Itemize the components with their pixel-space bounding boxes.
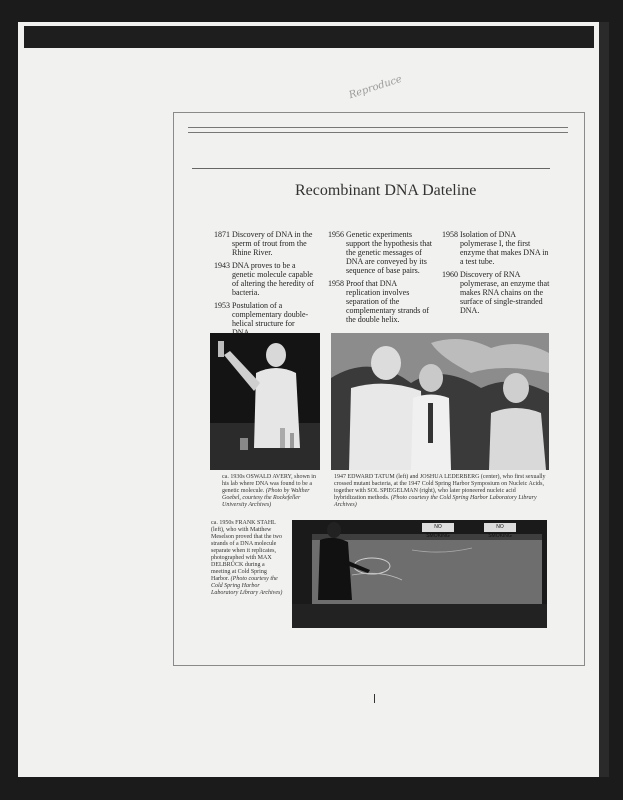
caption-text: ca. 1930s OSWALD AVERY, shown in his lab where DNA was found to be a genetic molecule. [222,474,316,494]
entry-year: 1960 [442,270,458,279]
avery-caption [222,474,320,509]
caption-credit: (Photo courtesy the Cold Spring Harbor Laboratory Library Archives) [334,495,537,508]
timeline-entry [442,270,550,315]
tatum-lederberg-photo [331,333,549,470]
caption-credit: (Photo by Walther Goebel, courtesy the Rockefeller University Archives) [222,488,310,508]
caption-credit: (Photo courtesy the Cold Spring Harbor Laboratory Library Archives) [211,576,283,596]
entry-text: Discovery of DNA in the sperm of trout from the Rhine River. [232,230,313,257]
stahl-delbruck-photo [292,520,547,628]
avery-photo-image [210,333,320,470]
entry-text: Discovery of RNA polymerase, an enzyme that makes RNA chains on the surface of single-stranded DNA. [460,270,550,315]
scan-right-edge [599,22,609,777]
entry-year: 1956 [328,230,344,239]
pencil-margin-note: Reproduce [347,73,404,102]
entry-year: 1871 [214,230,230,239]
caption-text: ca. 1950s FRANK STAHL (left), who with Matthew Meselson proved that the two strands of a DNA molecule separate when it replicates, photographed with MAX DELBRÜCK during a meeting at Cold Spring Harbor. [211,520,282,582]
timeline-column-1 [214,230,314,341]
timeline-entry [214,261,314,297]
entry-year: 1953 [214,301,230,310]
timeline-column-3 [442,230,550,319]
top-rule-secondary [188,132,568,133]
entry-text: DNA proves to be a genetic molecule capable of altering the heredity of bacteria. [232,261,314,297]
timeline-column-2 [328,230,432,328]
entry-year: 1958 [442,230,458,239]
stahl-caption [211,520,285,597]
timeline-entry [442,230,550,266]
timeline-entry [214,301,314,337]
entry-year: 1943 [214,261,230,270]
article-title: Recombinant DNA Dateline [295,182,477,199]
top-rule [188,127,568,128]
registration-mark [374,694,375,703]
entry-text: Proof that DNA replication involves separation of the complementary strands of the double helix. [346,279,430,324]
entry-text: Isolation of DNA polymerase I, the first enzyme that makes DNA in a test tube. [460,230,549,266]
entry-text: Genetic experiments support the hypothesis that the genetic messages of DNA are conveyed by its sequence of base pairs. [346,230,432,275]
entry-text: Postulation of a complementary double-helical structure for [232,301,309,328]
scan-top-border [24,26,594,48]
tatum-caption [334,474,548,509]
tatum-lederberg-photo-image [331,333,549,470]
no-smoking-sign: NO SMOKING [484,523,516,532]
caption-text: 1947 EDWARD TATUM (left) and JOSHUA LEDERBERG (center), who first sexually crossed mutant bacteria, at the 1947 Cold Spring Harbor Symposium on Nucleic Acids, together with SOL SPIEGELMAN (right), who later pioneered nucleic acid hybridization methods. [334,474,546,501]
avery-photo [210,333,320,470]
timeline-entry [328,230,432,275]
timeline-entry [214,230,314,257]
entry-year: 1958 [328,279,344,288]
timeline-entry [328,279,432,324]
no-smoking-sign: NO SMOKING [422,523,454,532]
